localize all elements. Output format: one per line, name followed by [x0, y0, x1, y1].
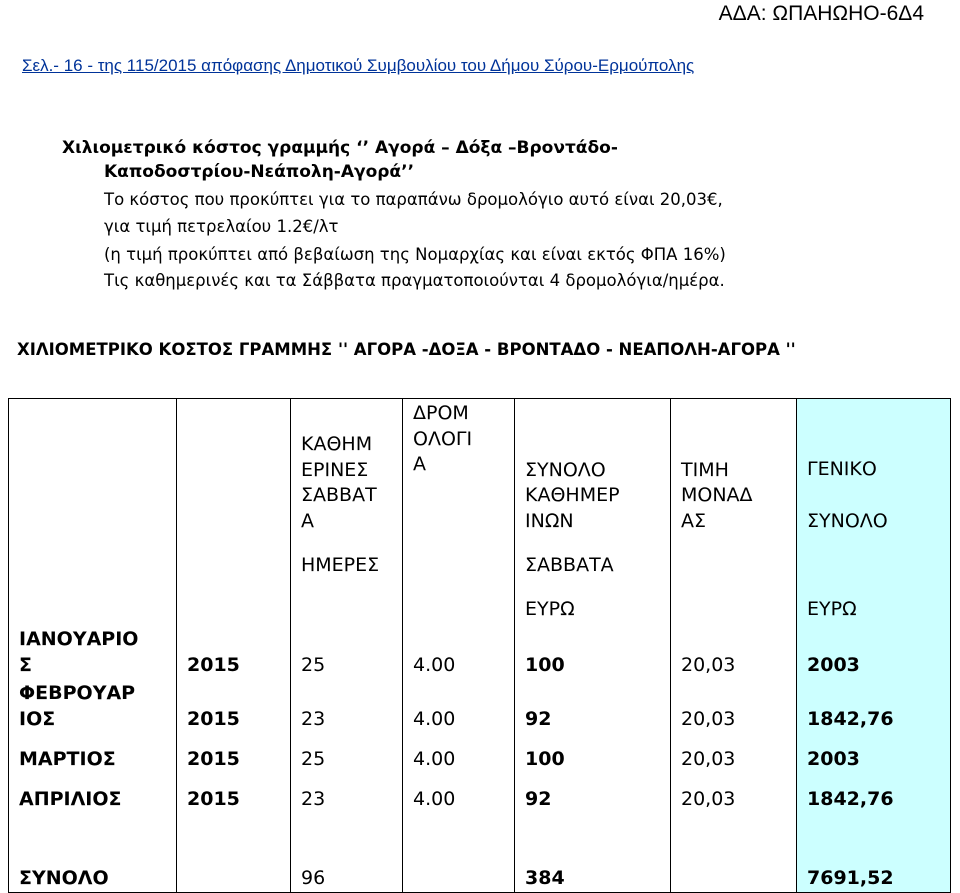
- header-total: ΣΥΝΟΛΟ ΚΑΘΗΜΕΡ ΙΝΩΝ: [515, 399, 671, 539]
- table-row: ΙΑΝΟΥΑΡΙΟ Σ 2015 25 4.00 100 20,03 2003: [9, 623, 951, 679]
- table-row: ΜΑΡΤΙΟΣ 2015 25 4.00 100 20,03 2003: [9, 733, 951, 773]
- header-grand-total: ΓΕΝΙΚΟ ΣΥΝΟΛΟ: [797, 399, 951, 539]
- ada-code: ΑΔΑ: ΩΠΑΗΩΗΟ-6Δ4: [718, 2, 924, 25]
- sum-label: ΣΥΝΟΛΟ: [9, 853, 177, 893]
- table-row: ΑΠΡΙΛΙΟΣ 2015 23 4.00 92 20,03 1842,76: [9, 773, 951, 813]
- unit-eur-total: ΕΥΡΩ: [515, 579, 671, 623]
- header-price: ΤΙΜΗ ΜΟΝΑΔ ΑΣ: [671, 399, 797, 539]
- header-routes: ΔΡΟΜ ΟΛΟΓΙ Α: [403, 399, 515, 539]
- cost-line: Το κόστος που προκύπτει για το παραπάνω δρομολόγιο αυτό είναι 20,03€,: [104, 190, 723, 209]
- route-heading-line2: Καποδοστρίου-Νεάπολη-Αγορά’’: [104, 162, 415, 182]
- sum-row: [9, 853, 951, 893]
- route-heading-line1: Χιλιομετρικό κόστος γραμμής ‘’ Αγορά – Δόξα –Βροντάδο-: [62, 138, 618, 158]
- header-days: ΚΑΘΗΜ ΕΡΙΝΕΣ ΣΑΒΒΑΤ Α: [291, 399, 403, 539]
- fuel-price-line: για τιμή πετρελαίου 1.2€/λτ: [104, 217, 339, 236]
- sum-total: 384: [515, 853, 671, 893]
- routes-per-day-line: Τις καθημερινές και τα Σάββατα πραγματοποιούνται 4 δρομολόγια/ημέρα.: [104, 271, 725, 290]
- table-title: ΧΙΛΙΟΜΕΤΡΙΚΟ ΚΟΣΤΟΣ ΓΡΑΜΜΗΣ '' ΑΓΟΡΑ -ΔΟΞΑ - ΒΡΟΝΤΑΔΟ - ΝΕΑΠΟΛΗ-ΑΓΟΡΑ '': [17, 340, 796, 359]
- header-total-sub: ΣΑΒΒΑΤΑ: [515, 539, 671, 579]
- sum-days: 96: [291, 853, 403, 893]
- decision-reference: Σελ.- 16 - της 115/2015 απόφασης Δημοτικού Συμβουλίου του Δήμου Σύρου-Ερμούπολης: [22, 56, 695, 75]
- header-year: [177, 399, 291, 539]
- price-source-line: (η τιμή προκύπτει από βεβαίωση της Νομαρχίας και είναι εκτός ΦΠΑ 16%): [104, 245, 726, 264]
- header-days-sub: ΗΜΕΡΕΣ: [291, 539, 403, 579]
- unit-eur-grand: ΕΥΡΩ: [797, 579, 951, 623]
- sum-grand: 7691,52: [797, 853, 951, 893]
- header-month: [9, 399, 177, 539]
- table-row: ΦΕΒΡΟΥΑΡ ΙΟΣ 2015 23 4.00 92 20,03 1842,76: [9, 679, 951, 733]
- cost-table: [8, 398, 951, 893]
